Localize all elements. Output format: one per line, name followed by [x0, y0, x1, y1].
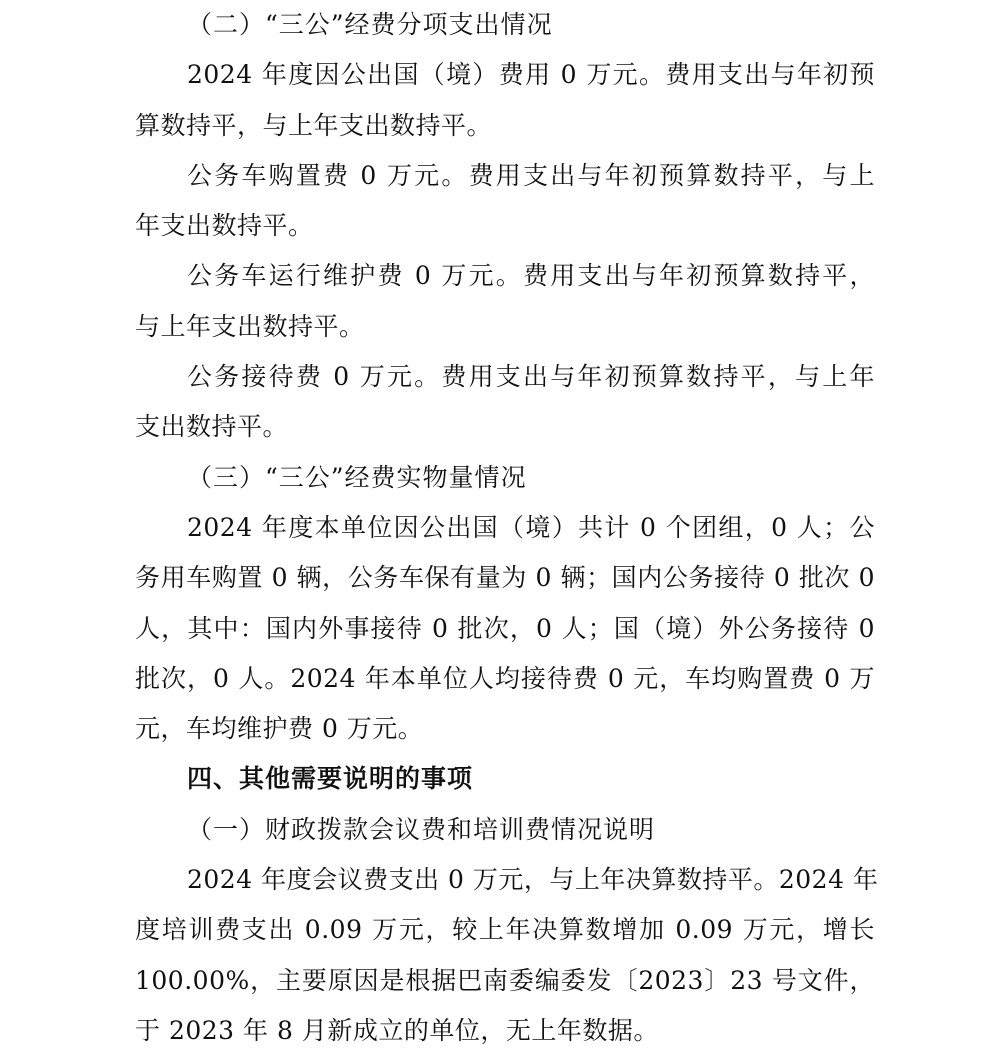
- section-heading-physical-quantity: （三）“三公”经费实物量情况: [187, 462, 527, 492]
- paragraph-line: 公务车运行维护费 0 万元。费用支出与年初预算数持平，: [187, 261, 875, 291]
- paragraph-line: 算数持平，与上年支出数持平。: [135, 110, 493, 140]
- paragraph-line: 元，车均维护费 0 万元。: [135, 714, 424, 744]
- paragraph-vehicle-maintenance: [135, 251, 875, 352]
- paragraph-line: 批次，0 人。2024 年本单位人均接待费 0 元，车均购置费 0 万: [135, 663, 875, 693]
- paragraph-line: 度培训费支出 0.09 万元，较上年决算数增加 0.09 万元，增长: [135, 915, 875, 945]
- paragraph-line: 人，其中：国内外事接待 0 批次，0 人；国（境）外公务接待 0: [135, 613, 875, 643]
- paragraph-line: 2024 年度因公出国（境）费用 0 万元。费用支出与年初预: [187, 60, 875, 90]
- paragraph-line: 2024 年度本单位因公出国（境）共计 0 个团组，0 人；公: [187, 512, 875, 542]
- section-heading-other-matters: 四、其他需要说明的事项: [187, 764, 474, 794]
- paragraph-meeting-training: [135, 855, 879, 1056]
- paragraph-line: 与上年支出数持平。: [135, 311, 365, 341]
- paragraph-physical-quantity: [135, 503, 875, 754]
- paragraph-line: 务用车购置 0 辆，公务车保有量为 0 辆；国内公务接待 0 批次 0: [135, 563, 875, 593]
- paragraph-line: 支出数持平。: [135, 412, 289, 442]
- paragraph-line: 公务接待费 0 万元。费用支出与年初预算数持平，与上年: [187, 362, 875, 392]
- paragraph-vehicle-purchase: [135, 151, 875, 252]
- paragraph-official-reception: [135, 352, 875, 453]
- section-heading-meeting-training: （一）财政拨款会议费和培训费情况说明: [187, 814, 656, 844]
- paragraph-line: 2024 年度会议费支出 0 万元，与上年决算数持平。2024 年: [187, 865, 879, 895]
- section-heading-three-public-items: （二）“三公”经费分项支出情况: [187, 10, 553, 39]
- paragraph-line: 100.00%，主要原因是根据巴南委编委发〔2023〕23 号文件，: [135, 965, 875, 995]
- paragraph-line: 于 2023 年 8 月新成立的单位，无上年数据。: [135, 1015, 659, 1045]
- document-page: [135, 0, 879, 1056]
- paragraph-overseas-travel: [135, 50, 875, 151]
- paragraph-line: 公务车购置费 0 万元。费用支出与年初预算数持平，与上: [187, 160, 875, 190]
- paragraph-line: 年支出数持平。: [135, 211, 314, 241]
